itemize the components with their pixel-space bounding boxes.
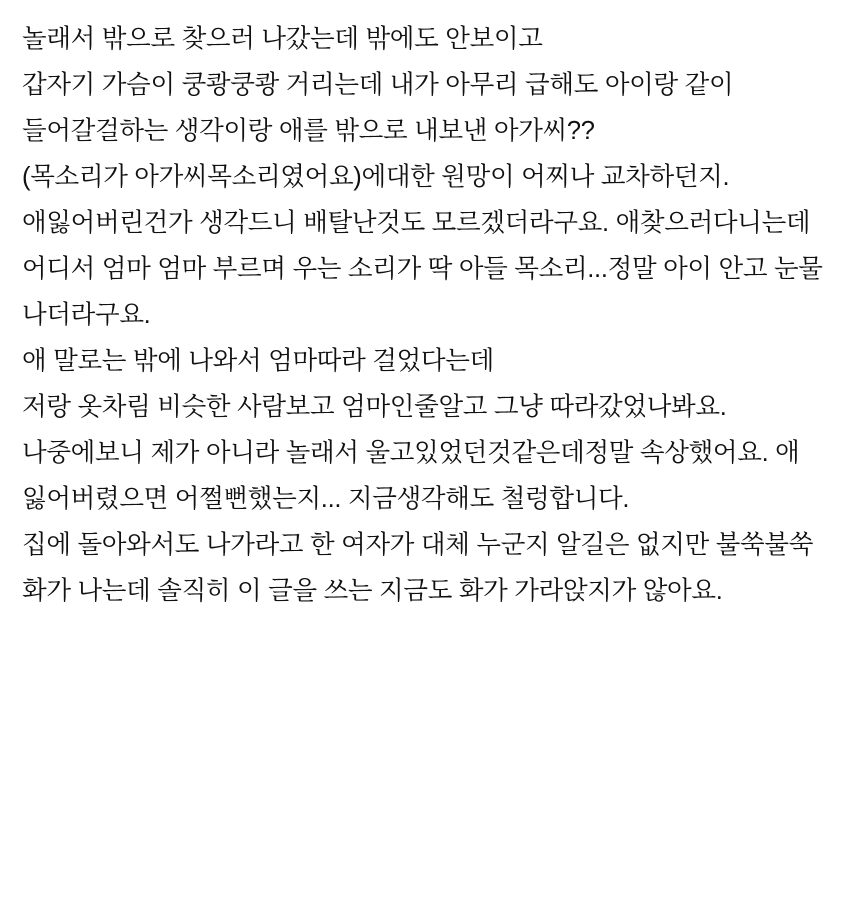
paragraph-6: 집에 돌아와서도 나가라고 한 여자가 대체 누군지 알길은 없지만 불쑥불쑥 화가 나는데 솔직히 이 글을 쓰는 지금도 화가 가라앉지가 않아요. bbox=[22, 531, 814, 605]
paragraph-2: 갑자기 가슴이 쿵쾅쿵쾅 거리는데 내가 아무리 급해도 아이랑 같이 들어갈걸하는 생각이랑 애를 밖으로 내보낸 아가씨?? bbox=[22, 71, 734, 145]
paragraph-5: 저랑 옷차림 비슷한 사람보고 엄마인줄알고 그냥 따라갔었나봐요. 나중에보니 제가 아니라 놀래서 울고있었던것같은데정말 속상했어요. 애 잃어버렸으면 어쩔뻔했는지... 지금생각해도 철렁합니다. bbox=[22, 393, 800, 513]
article-body bbox=[22, 16, 828, 614]
paragraph-1: 놀래서 밖으로 찾으러 나갔는데 밖에도 안보이고 bbox=[22, 25, 543, 53]
paragraph-3: (목소리가 아가씨목소리였어요)에대한 원망이 어찌나 교차하던지. 애잃어버린건가 생각드니 배탈난것도 모르겠더라구요. 애찾으러다니는데 어디서 엄마 엄마 부르며 우는 소리가 딱 아들 목소리...정말 아이 안고 눈물 나더라구요. bbox=[22, 163, 823, 329]
paragraph-4: 애 말로는 밖에 나와서 엄마따라 걸었다는데 bbox=[22, 347, 494, 375]
